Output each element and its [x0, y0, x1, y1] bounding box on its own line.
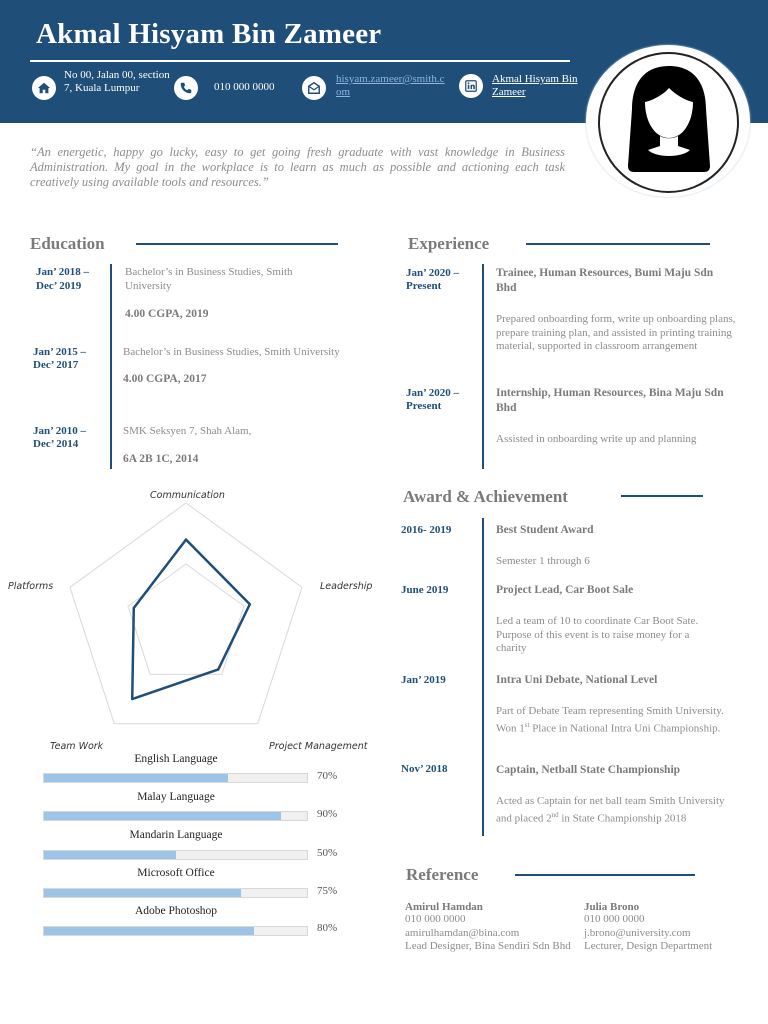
- experience-role: Trainee, Human Resources, Bumi Maju Sdn Bhd: [496, 267, 714, 294]
- education-heading-rule: [136, 243, 338, 245]
- education-date-end: Dec’ 2014: [33, 438, 79, 450]
- reference-heading-rule: [515, 874, 695, 876]
- skill-bar: [43, 773, 308, 783]
- experience-timeline: [482, 264, 484, 469]
- experience-heading-rule: [526, 243, 710, 245]
- radar-label-team-work: Team Work: [50, 741, 104, 752]
- experience-description: Assisted in onboarding write up and planning: [496, 433, 697, 445]
- skill-bar-fill: [44, 889, 241, 897]
- award-date: 2016- 2019: [401, 524, 452, 536]
- skill-label: Mandarin Language: [129, 829, 223, 841]
- skill-label: Malay Language: [137, 791, 215, 803]
- candidate-name: Akmal Hisyam Bin Zameer: [36, 18, 382, 50]
- education-result: 6A 2B 1C, 2014: [123, 453, 199, 465]
- award-title: Intra Uni Debate, National Level: [496, 674, 658, 686]
- radar-grid-ring: [70, 503, 302, 724]
- education-result: 4.00 CGPA, 2019: [125, 308, 209, 320]
- linkedin-icon: [459, 74, 483, 98]
- skill-percent: 80%: [317, 922, 338, 934]
- avatar-icon: [620, 64, 718, 174]
- email-icon: [302, 76, 326, 100]
- header-divider: [30, 60, 570, 62]
- radar-point: [217, 668, 219, 670]
- linkedin-link[interactable]: Akmal Hisyam Bin Zameer: [492, 73, 578, 98]
- experience-role: Internship, Human Resources, Bina Maju Sdn Bhd: [496, 387, 724, 414]
- phone-text: 010 000 0000: [214, 81, 275, 93]
- education-result: 4.00 CGPA, 2017: [123, 373, 207, 385]
- reference-phone: 010 000 0000: [584, 913, 645, 925]
- experience-date-start: Jan’ 2020 –: [406, 267, 459, 279]
- award-date: Nov’ 2018: [401, 763, 448, 775]
- education-date-end: Dec’ 2017: [33, 359, 79, 371]
- home-icon: [32, 76, 56, 100]
- radar-series-line: [132, 540, 250, 699]
- award-title: Project Lead, Car Boot Sale: [496, 584, 634, 596]
- skill-percent: 50%: [317, 847, 338, 859]
- reference-email: amirulhamdan@bina.com: [405, 926, 520, 939]
- award-description: Semester 1 through 6: [496, 555, 590, 567]
- skills-radar-chart: [0, 485, 380, 755]
- radar-label-leadership: Leadership: [320, 581, 373, 592]
- education-date-start: Jan’ 2010 –: [33, 425, 86, 437]
- radar-point: [133, 607, 135, 609]
- award-description: Acted as Captain for net ball team Smith University and placed 2nd in State Championship 2018: [496, 795, 725, 825]
- radar-point: [185, 538, 187, 540]
- skill-bar-fill: [44, 851, 176, 859]
- reference-role: Lecturer, Design Department: [584, 940, 713, 952]
- skill-bar-fill: [44, 774, 228, 782]
- skill-label: Microsoft Office: [137, 867, 215, 879]
- radar-label-project-management: Project Management: [269, 741, 368, 752]
- award-title: Best Student Award: [496, 524, 594, 536]
- reference-role: Lead Designer, Bina Sendiri Sdn Bhd: [405, 940, 571, 952]
- skill-label: Adobe Photoshop: [134, 905, 218, 917]
- award-date: Jan’ 2019: [401, 674, 446, 686]
- education-timeline: [110, 264, 112, 469]
- skill-label: English Language: [134, 753, 218, 765]
- radar-label-platforms: Platforms: [8, 581, 54, 592]
- education-date-end: Dec’ 2019: [36, 280, 82, 292]
- award-description: Led a team of 10 to coordinate Car Boot Sate. Purpose of this event is to raise money for a charity: [496, 615, 699, 654]
- skill-percent: 70%: [317, 770, 338, 782]
- reference-phone: 010 000 0000: [405, 913, 466, 925]
- experience-description: Prepared onboarding form, write up onboarding plans, prepare training plan, and assisted in printing training material, supported in classroom arrangement: [496, 313, 736, 352]
- awards-timeline: [482, 518, 484, 836]
- award-title: Captain, Netball State Championship: [496, 764, 681, 776]
- awards-heading-rule: [621, 495, 703, 497]
- radar-point: [131, 698, 133, 700]
- email-link[interactable]: hisyam.zameer@smith.com: [336, 73, 445, 98]
- experience-date-end: Present: [406, 280, 442, 292]
- skill-bar-fill: [44, 812, 281, 820]
- experience-heading: Experience: [408, 234, 490, 253]
- education-school: Bachelor’s in Business Studies, Smith University: [123, 346, 340, 358]
- education-date-start: Jan’ 2018 –: [36, 266, 89, 278]
- address-text: No 00, Jalan 00, section 7, Kuala Lumpur: [64, 69, 170, 94]
- experience-date-end: Present: [406, 400, 442, 412]
- award-description: Part of Debate Team representing Smith University. Won 1st Place in National Intra Uni Championship.: [496, 705, 724, 735]
- skill-bar: [43, 811, 308, 821]
- experience-date-start: Jan’ 2020 –: [406, 387, 459, 399]
- summary-statement: “An energetic, happy go lucky, easy to get going fresh graduate with vast knowledge in Business Administration. My goal in the workplace is to learn as much as possible and actioning each task creatively using available tools and resources.”: [30, 145, 565, 189]
- reference-heading: Reference: [406, 865, 479, 884]
- reference-card: [405, 901, 575, 954]
- skill-bar: [43, 850, 308, 860]
- skill-percent: 75%: [317, 885, 338, 897]
- radar-point: [249, 603, 251, 605]
- reference-card: [584, 901, 754, 954]
- radar-label-communication: Communication: [150, 490, 225, 501]
- reference-name: Amirul Hamdan: [405, 901, 483, 913]
- skill-bar: [43, 926, 308, 936]
- reference-name: Julia Brono: [584, 901, 640, 913]
- skill-bar: [43, 888, 308, 898]
- education-heading: Education: [30, 234, 105, 253]
- education-date-start: Jan’ 2015 –: [33, 346, 86, 358]
- awards-heading: Award & Achievement: [403, 487, 568, 506]
- skill-bar-fill: [44, 927, 254, 935]
- skill-percent: 90%: [317, 808, 338, 820]
- education-school: Bachelor’s in Business Studies, Smith University: [125, 266, 293, 292]
- phone-icon: [174, 76, 198, 100]
- reference-email: j.brono@university.com: [584, 926, 691, 939]
- award-date: June 2019: [401, 584, 449, 596]
- education-school: SMK Seksyen 7, Shah Alam,: [123, 425, 252, 437]
